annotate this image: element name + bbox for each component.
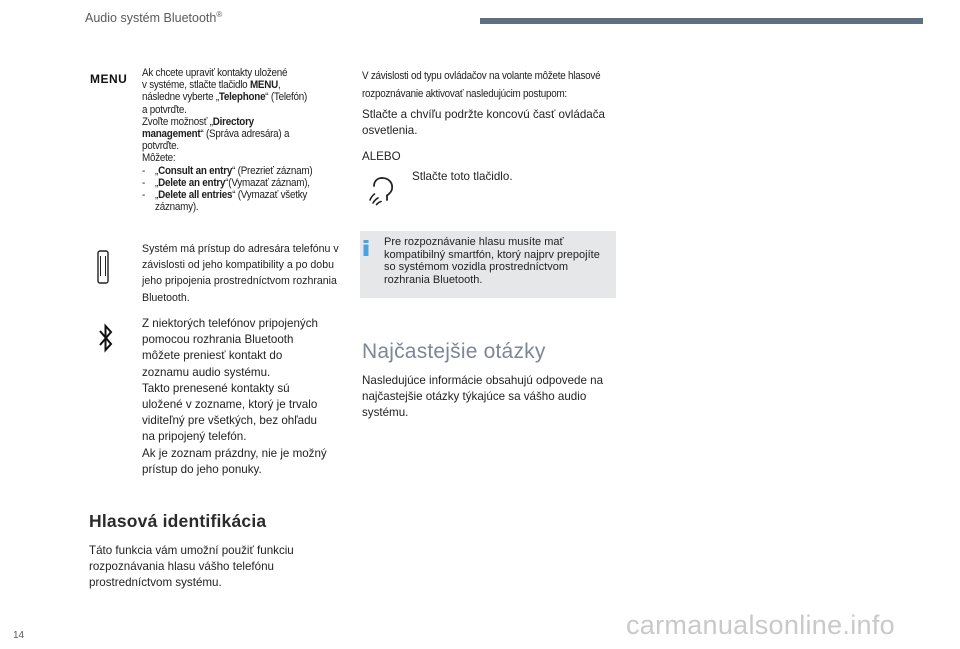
watermark: carmanualsonline.info [626,610,895,640]
bt-line: zoznamu audio systému. [142,365,271,379]
menu-option: záznamy). [155,201,199,214]
info-note-text: Pre rozpoznávanie hlasu musíte mať kompatibilný smartfón, ktorý najprv prepojíte so systémom vozidla prostredníctvom rozhrania Bluetooth. [384,236,600,286]
bluetooth-transfer-text [142,316,347,478]
menu-instructions [142,67,312,213]
phone-icon [97,250,109,284]
menu-line: Môžete: [142,152,176,165]
steering-controls-intro [362,67,600,104]
menu-line: potvrďte. [142,140,179,153]
bt-line: Z niektorých telefónov pripojených [142,317,318,330]
bluetooth-icon [99,323,113,353]
voice-heading: Hlasová identifikácia [89,511,267,531]
bt-line: prístup do jeho ponuky. [142,462,262,476]
page-number: 14 [13,630,25,641]
intro-line: V závislosti od typu ovládačov na volante môžete hlasové [362,70,601,82]
bt-line: uložené v zozname, ktorý je trvalo [142,398,318,412]
press-button-text: Stlačte toto tlačidlo. [412,170,513,183]
faq-intro-text: Nasledujúce informácie obsahujú odpovede na najčastejšie otázky týkajúce sa vášho audio systému. [362,374,604,420]
menu-line: následne vyberte „Telephone“ (Telefón) [142,91,308,104]
faq-heading: Najčastejšie otázky [362,340,546,363]
section-header-title: Audio systém Bluetooth® [85,10,223,26]
bt-line: môžete preniesť kontakt do [142,349,283,363]
press-hold-text: Stlačte a chvíľu podržte koncovú časť ovládača osvetlenia. [362,108,605,138]
menu-line: v systéme, stlačte tlačidlo MENU, [142,79,281,92]
menu-option: - „Delete an entry“(Vymazať záznam), [142,176,310,189]
bt-line: Takto prenesené kontakty sú [142,381,290,395]
intro-line: rozpoznávanie aktivovať nasledujúcim postupom: [362,88,567,101]
menu-option: - „Consult an entry“ (Prezrieť záznam) [142,164,313,177]
voice-text: Táto funkcia vám umožní použiť funkciu rozpoznávania hlasu vášho telefónu prostredníctvom systému. [89,544,294,590]
menu-line: Ak chcete upraviť kontakty uložené [142,67,288,79]
bt-line: viditeľný pre všetkých, bez ohľadu [142,414,317,428]
menu-line: management“ (Správa adresára) a [142,128,290,141]
menu-icon: MENU [90,72,128,86]
menu-option: - „Delete all entries“ (Vymazať všetky [142,189,308,202]
header-bar [480,18,923,24]
menu-line: a potvrďte. [142,103,187,116]
or-text: ALEBO [362,150,401,163]
bt-line: Ak je zoznam prázdny, nie je možný [142,446,327,460]
phone-directory-text: Systém má prístup do adresára telefónu v závislosti od jeho kompatibility a po dobu jeho pripojenia prostredníctvom rozhrania Bluetooth. [142,243,339,304]
menu-line: Zvoľte možnosť „Directory [142,115,254,128]
bt-line: pomocou rozhrania Bluetooth [142,333,294,347]
bt-line: na pripojený telefón. [142,430,247,444]
voice-command-icon [366,172,402,208]
info-icon [363,240,369,256]
